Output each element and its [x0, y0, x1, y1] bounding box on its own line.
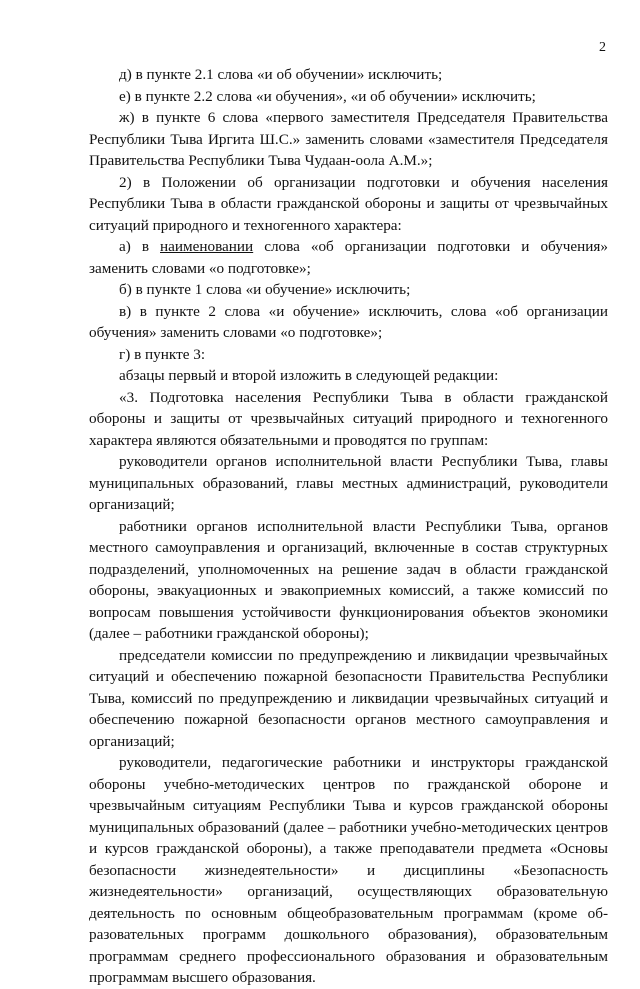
document-body [89, 64, 608, 989]
underlined-term: наименовании [160, 238, 254, 255]
paragraph-item-a [89, 236, 608, 279]
paragraph-item-v: в) в пункте 2 слова «и обучение» исключить, слова «об организации обучения» заменить словами «о подготовке»; [89, 302, 608, 341]
paragraph-item-a-before: а) в [119, 238, 161, 255]
paragraph-item-2: 2) в Положении об организации подготовки и обучения населения Республики Тыва в области гражданской обороны и защиты от чрезвычайных ситуаций природного и техногенного характера: [89, 173, 608, 234]
paragraph-item-g: г) в пункте 3: [119, 345, 206, 363]
paragraph-group-civil-defense-workers: работники органов исполнительной власти Республики Тыва, органов местного самоуправления и организаций, включенные в состав структурных подразделений, уполномоченных на решение задач в области гражданской обороны, эвакуационных и эвакоприемных комиссий, а также комиссий по вопросам повышения устойчивости функционирования объектов экономики (далее – работники гражданской обороны); [89, 517, 608, 642]
paragraph-item-e: е) в пункте 2.2 слова «и обучения», «и об обучении» исключить; [119, 87, 536, 105]
paragraph-group-leaders: руководители органов исполнительной власти Республики Тыва, главы муниципальных образований, главы местных администраций, руководители организаций; [89, 453, 608, 513]
paragraph-item-b: б) в пункте 1 слова «и обучение» исключить; [119, 281, 411, 298]
paragraph-instruction: абзацы первый и второй изложить в следующей редакции: [119, 367, 499, 384]
page-number: 2 [599, 40, 606, 55]
paragraph-item-a-after: слова «об организации подготовки и обучения» заменить словами «о подготовке»; [89, 238, 608, 277]
paragraph-item-d: д) в пункте 2.1 слова «и об обучении» исключить; [119, 66, 443, 83]
paragraph-item-zh: ж) в пункте 6 слова «первого заместителя Председателя Правительства Республики Тыва Иргита Ш.С.» заменить словами «заместителя Председателя Правительства Республики Тыва Чудаан-оола А.М.»; [89, 109, 608, 169]
paragraph-clause-3: «3. Подготовка населения Республики Тыва в области гражданской обороны и защиты от чрезвычайных ситуаций природного и техногенного характера являются обязательными и проводятся по группам: [89, 388, 608, 449]
paragraph-group-educators: руководители, педагогические работники и инструкторы гражданской обороны учебно-методических центров по гражданской обороне и чрезвычайным ситуациям Республики Тыва и курсов гражданской обороны муниципальных образований (далее – работники учебно-методических центров и курсов гражданской обороны), а также преподаватели предмета «Основы безопасности жизнедеятельности» и дисциплины «Безопасность жизнедеятельности» организаций, осуществляющих образовательную деятельность по основным общеобразовательным программам (кроме образовательных программ дошкольного образования), образовательным программам среднего профессионального образования и образовательным программам высшего образования. [89, 754, 608, 986]
paragraph-group-commission-chairs: председатели комиссии по предупреждению и ликвидации чрезвычайных ситуаций и обеспечению пожарной безопасности Правительства Республики Тыва, комиссий по предупреждению и ликвидации чрезвычайных ситуаций и обеспечению пожарной безопасности органов местного самоуправления и организаций; [89, 646, 608, 750]
